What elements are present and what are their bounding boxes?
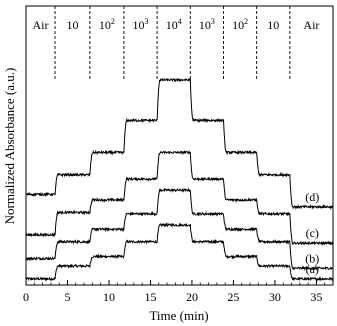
- region-label-5: $10^3$: [198, 17, 215, 32]
- region-label-3: $10^3$: [132, 17, 149, 32]
- series-label-3: (d): [305, 189, 320, 204]
- x-tick-label-30: 30: [268, 290, 281, 304]
- series-label-1: (b): [305, 251, 320, 266]
- region-label-7: 10: [267, 18, 280, 32]
- x-tick-label-35: 35: [310, 290, 323, 304]
- region-labels: [33, 17, 320, 32]
- series-label-0: (a): [305, 261, 319, 276]
- region-label-2: $10^2$: [98, 17, 115, 32]
- y-axis-title: Normalized Absorbance (a.u.): [2, 67, 17, 225]
- series-labels: [305, 190, 319, 276]
- x-tick-label-0: 0: [23, 290, 29, 304]
- region-label-0: Air: [32, 18, 49, 32]
- region-label-4: $10^4$: [165, 17, 182, 32]
- x-tick-label-25: 25: [227, 290, 240, 304]
- x-tick-label-10: 10: [102, 290, 115, 304]
- series-label-2: (c): [305, 226, 319, 241]
- x-tick-label-15: 15: [144, 290, 157, 304]
- region-label-1: 10: [66, 18, 79, 32]
- x-tick-label-20: 20: [185, 290, 198, 304]
- region-label-6: $10^2$: [232, 17, 249, 32]
- x-tick-label-5: 5: [64, 290, 71, 304]
- x-axis-title: Time (min): [149, 308, 209, 323]
- region-label-8: Air: [303, 18, 320, 32]
